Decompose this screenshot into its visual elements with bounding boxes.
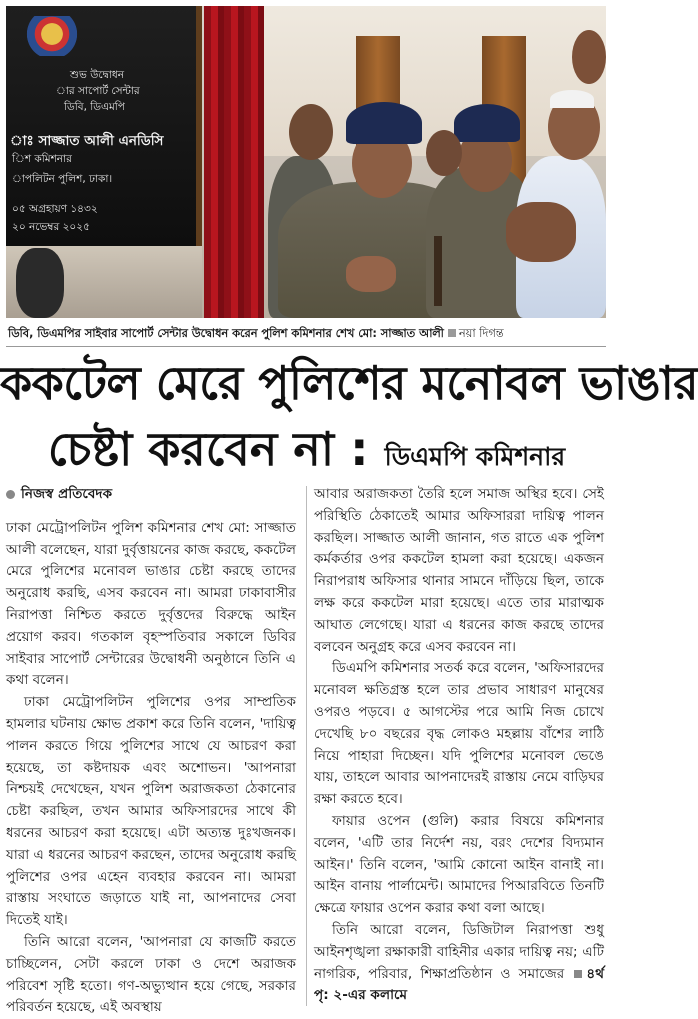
article-paragraph: ফায়ার ওপেন (গুলি) করার বিষয়ে কমিশনার বলেন, 'এটি তার নির্দেশ নয়, বরং দেশের বিদ্যমান আইন।' তিনি বলেন, 'আমি কোনো আইন বানাই না। আইন বানায় পার্লামেন্ট। আমাদের পিআরবিতে তিনটি ক্ষেত্রে ফায়ার ওপেন করার কথা বলা আছে।: [314, 812, 604, 917]
news-photo: [6, 6, 606, 318]
plaque-line: শুভ উদ্বোধন: [70, 69, 125, 81]
camera-silhouette: [16, 248, 64, 318]
continuation-text[interactable]: ৪র্থ পৃ: ২-এর কলামে: [314, 965, 604, 1004]
headline-line-1: ককটেল মেরে পুলিশের মনোবল ভাঙার: [0, 356, 698, 410]
headline-subject: ডিএমপি কমিশনার: [384, 442, 566, 471]
person-head: [289, 104, 333, 160]
photo-caption: [8, 325, 606, 343]
column-divider: [306, 486, 307, 1006]
person-head: [572, 30, 606, 84]
plaque-line: িশ কমিশনার: [12, 153, 72, 165]
byline: [6, 484, 296, 506]
police-cap: [346, 102, 422, 144]
raised-hands: [506, 202, 576, 262]
square-bullet-icon: [574, 970, 582, 978]
byline-text: নিজস্ব প্রতিবেদক: [21, 486, 113, 502]
article-paragraph: তিনি আরো বলেন, 'আপনারা যে কাজটি করতে চাচ্ছিলেন, সেটা করলে ঢাকা ও দেশে অরাজক পরিবেশ সৃষ্টি হতো। গণ-অভ্যুত্থান হয়ে গেছে, সরকার পরিবর্তন হয়েছে, এই অবস্থায়: [6, 933, 296, 1016]
article-paragraph: ঢাকা মেট্রোপলিটন পুলিশ কমিশনার শেখ মো: সাজ্জাত আলী বলেছেন, যারা দুর্বৃত্তায়নের কাজ করছে, ককটেল মেরে পুলিশের মনোবল ভাঙার চেষ্টা করছে তাদের অনুরোধ করছি, এসব করবেন না। আমরা ঢাকাবাসীর নিরাপত্তা নিশ্চিত করতে দুর্বৃত্তদের বিরুদ্ধে আইন প্রয়োগ করব। গতকাল বৃহস্পতিবার সকালে ডিবির সাইবার সাপোর্ট সেন্টারের উদ্বোধনী অনুষ্ঠানে তিনি এ কথা বলেন।: [6, 519, 296, 689]
red-curtain: [204, 6, 264, 318]
raised-hands: [346, 256, 396, 292]
article-paragraph: আবার অরাজকতা তৈরি হলে সমাজ অস্থির হবে। সেই পরিস্থিতি ঠেকাতেই আমার অফিসাররা দায়িত্ব পালন করছিল। সাজ্জাত আলী জানান, গত রাতে এক পুলিশ কর্মকর্তার ওপর ককটেল হামলা করা হয়েছে। একজন নিরাপরাধ অফিসার থানার সামনে দাঁড়িয়ে ছিল, তাকে লক্ষ করে ককটেল মারা হয়েছে। এতে তার মারাত্মক আঘাত লেগেছে। যারা এ ধরনের কাজ করছে তাদের বলবেন অনুগ্রহ করে এসব করবেন না।: [314, 486, 604, 655]
prayer-cap: [550, 90, 594, 108]
caption-source: নয়া দিগন্ত: [458, 327, 504, 340]
bullet-icon: [6, 490, 15, 499]
person-head: [426, 130, 462, 176]
headline-colon: :: [334, 422, 385, 476]
article-paragraph-text: তিনি আরো বলেন, ডিজিটাল নিরাপত্তা শুধু আইনশৃঙ্খলা রক্ষাকারী বাহিনীর একার দায়িত্ব নয়; এটি নাগরিক, পরিবার, শিক্ষাপ্রতিষ্ঠান ও সমাজের: [314, 921, 604, 982]
plaque-line: ডিবি, ডিএমপি: [64, 101, 125, 113]
headline-main: চেষ্টা করবেন না: [47, 422, 335, 476]
article-paragraph: ঢাকা মেট্রোপলিটন পুলিশের ওপর সাম্প্রতিক হামলার ঘটনায় ক্ষোভ প্রকাশ করে তিনি বলেন, 'দায়িত্ব পালন করতে গিয়ে পুলিশের সাথে যে আচরণ করা হয়েছে, তা কষ্টদায়ক এবং অশোভন। 'আপনারা নিশ্চয়ই দেখেছেন, যখন পুলিশ অরাজকতা ঠেকানোর চেষ্টা করছিল, তখন আমার অফিসারদের সাথে কী ধরনের আচরণ করা হয়েছে। এটা অত্যন্ত দুঃখজনক। যারা এ ধরনের আচরণ করছেন, তাদের অনুরোধ করছি পুলিশের ওপর এহেন ব্যবহার করবেন না। আমরা রাস্তায় সংঘাতে জড়াতে যাই না, আপনাদের সেবা দিতেই যাই।: [6, 694, 296, 929]
caption-text: ডিবি, ডিএমপির সাইবার সাপোর্ট সেন্টার উদ্বোধন করেন পুলিশ কমিশনার শেখ মো: সাজ্জাত আলী: [8, 327, 444, 340]
plaque-line: ০৫ অগ্রহায়ণ ১৪৩২: [12, 203, 98, 215]
plaque-line: ২০ নভেম্বর ২০২৫: [12, 221, 90, 233]
article-paragraph: [314, 920, 604, 1007]
inauguration-plaque: [6, 6, 202, 246]
square-bullet-icon: [448, 329, 456, 337]
police-emblem-icon: [24, 16, 80, 56]
police-cap: [454, 104, 520, 142]
caption-rule: [6, 346, 606, 347]
article-paragraph: ডিএমপি কমিশনার সতর্ক করে বলেন, 'অফিসারদের মনোবল ক্ষতিগ্রস্ত হলে তার প্রভাব সাধারণ মানুষের ওপরও পড়বে। ৫ আগস্টের পরে আমি নিজ চোখে দেখেছি ৮০ বছরের বৃদ্ধ লোকও মহল্লায় বাঁশের লাঠি নিয়ে পাহারা দিচ্ছেন। যদি পুলিশের মনোবল ভেঙে যায়, তাহলে আবার আপনাদেরই রাস্তায় নেমে বাড়িঘর রক্ষা করতে হবে।: [314, 660, 604, 808]
plaque-line: াপলিটন পুলিশ, ঢাকা।: [12, 173, 113, 185]
article-column-right: [314, 484, 604, 1007]
plaque-line: ার সাপোর্ট সেন্টার: [56, 85, 140, 97]
article-column-left: [6, 484, 296, 1019]
ribbon-stick: [434, 236, 442, 306]
headline-line-2: [0, 418, 613, 491]
plaque-line: াঃ সাজ্জাত আলী এনডিসি: [10, 133, 164, 149]
